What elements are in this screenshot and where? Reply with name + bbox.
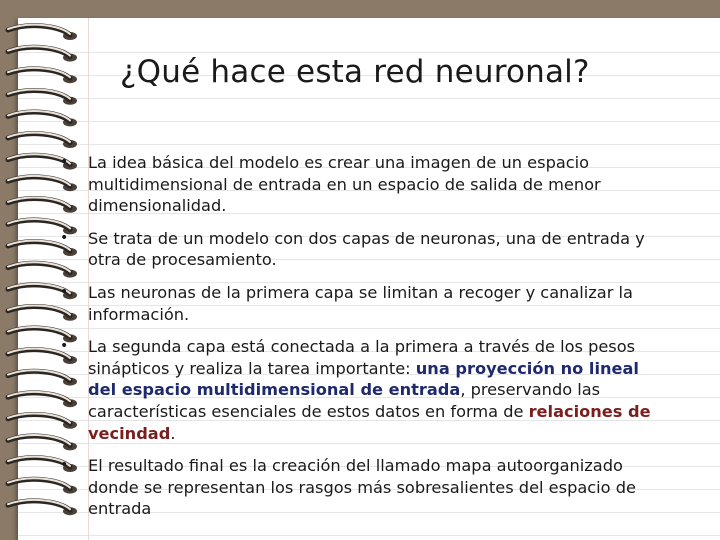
bullet-icon: • (60, 457, 69, 474)
bullet-item (60, 152, 670, 217)
spiral-binding-ring-icon (8, 68, 77, 83)
bullet-icon: • (60, 283, 69, 300)
spiral-binding-ring-icon (8, 25, 77, 40)
bullet-item (60, 336, 670, 444)
spiral-binding-ring-icon (8, 111, 77, 126)
spiral-binding-ring-icon (8, 89, 77, 104)
bullet-text: . (170, 423, 176, 443)
bullet-text: La idea básica del modelo es crear una imagen de un espacio multidimensional de entrada en un espacio de salida de menor dimensionalidad. (88, 153, 601, 216)
bullet-icon: • (60, 229, 69, 246)
bullet-icon: • (60, 338, 69, 355)
bullet-text: El resultado final es la creación del llamado mapa autoorganizado donde se representan los rasgos más sobresalientes del espacio de entrada (88, 456, 636, 519)
highlight-neighborhood: relaciones de vecindad (88, 401, 651, 443)
bullet-text: La segunda capa está conectada a la primera a través de los pesos sinápticos y realiza la tarea importante: (88, 337, 636, 378)
bullet-text: Las neuronas de la primera capa se limitan a recoger y canalizar la información. (88, 282, 633, 324)
bullet-item (60, 282, 670, 325)
bullet-icon: • (60, 154, 69, 170)
highlight-projection: una proyección no lineal del espacio multidimensional de entrada (88, 358, 639, 400)
spiral-binding-ring-icon (8, 133, 77, 148)
bullet-item (60, 228, 670, 271)
bullet-item (60, 455, 670, 520)
bullet-text: , preservando las características esenciales de estos datos en forma de (88, 380, 601, 421)
bullet-text: Se trata de un modelo con dos capas de neuronas, una de entrada y otra de procesamiento. (88, 228, 645, 270)
spiral-binding-ring-icon (8, 46, 77, 61)
slide-title: ¿Qué hace esta red neuronal? (120, 54, 590, 90)
bullet-list (60, 152, 670, 531)
